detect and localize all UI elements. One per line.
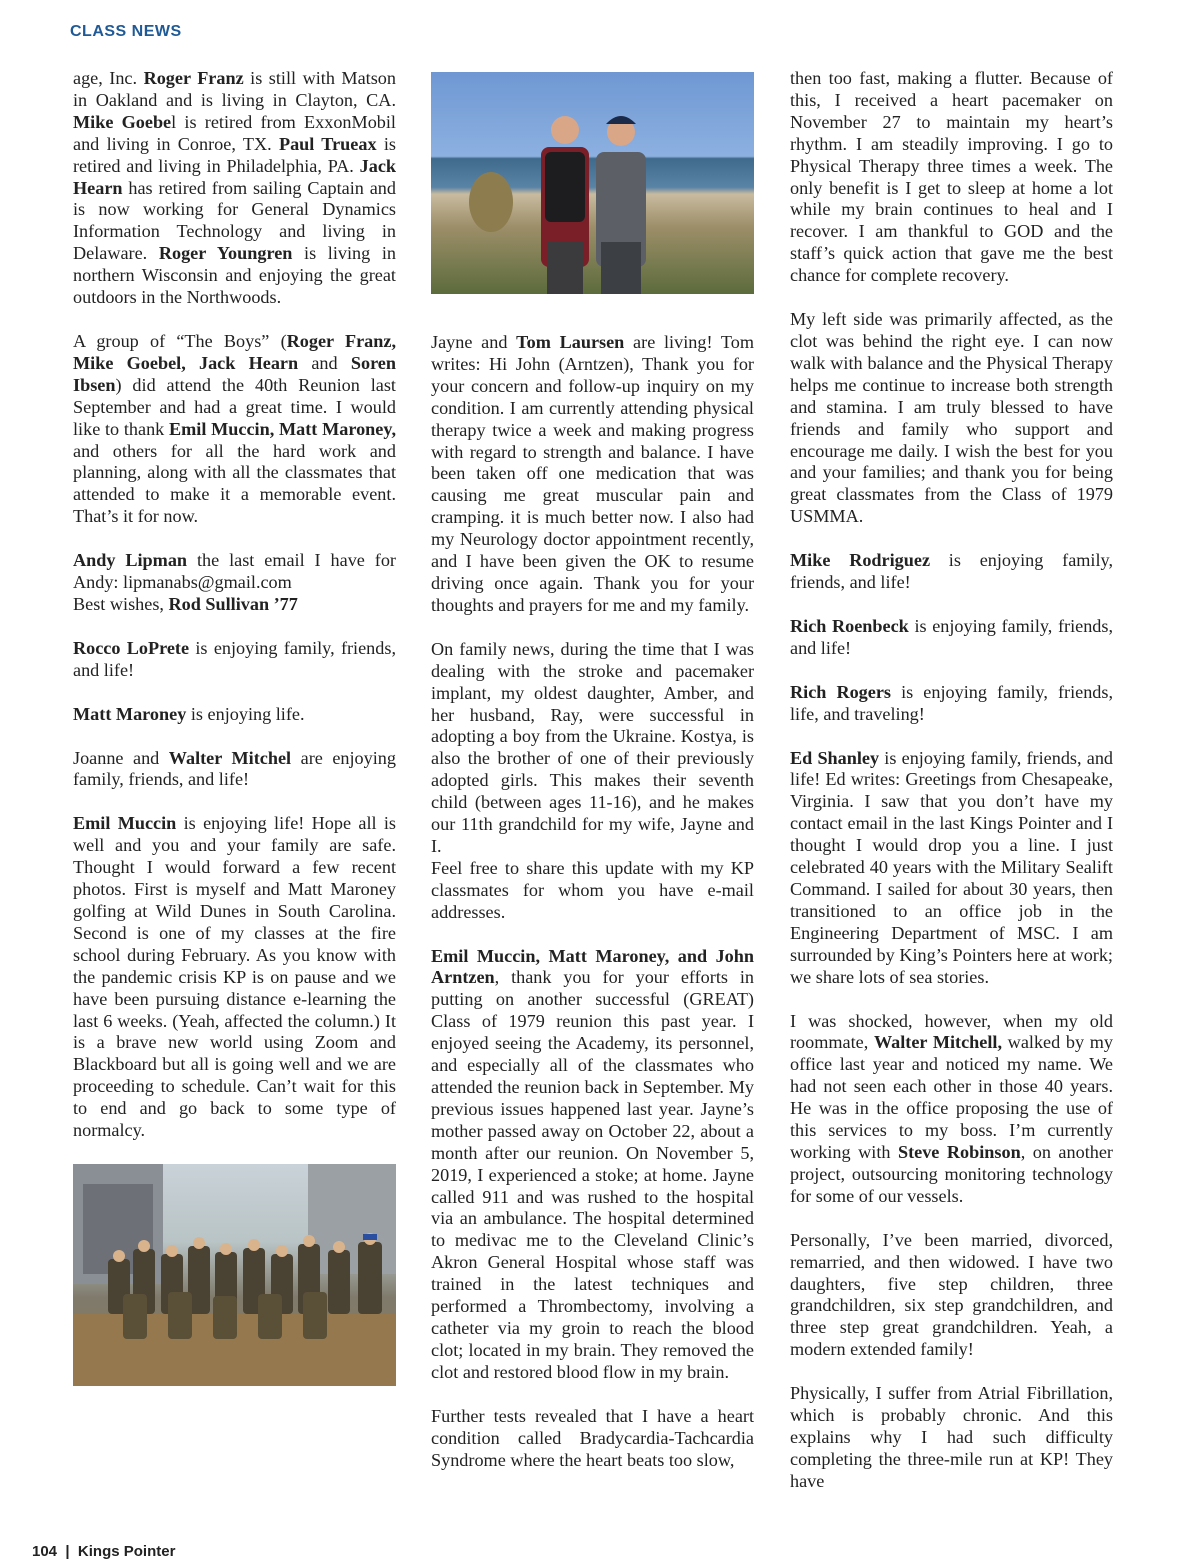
footer-separator: |	[65, 1543, 70, 1560]
paragraph: I was shocked, however, when my old roommate, Walter Mitchell, walked by my office last year and noticed my name. We had not seen each other in those 40 years. He was in the office proposing the use of this services to my boss. I’m currently working with Steve Robinson, on another project, outsourcing monitoring technology for some of our vessels.	[790, 1010, 1113, 1206]
paragraph: Andy Lipman the last email I have for Andy: lipmanabs@gmail.com Best wishes, Rod Sullivan ’77	[73, 550, 396, 614]
paragraph: Mike Rodriguez is enjoying family, friends, and life!	[790, 550, 1113, 593]
paragraph: Jayne and Tom Laursen are living! Tom writes: Hi John (Arntzen), Thank you for your concern and follow-up inquiry on my condition. I am currently attending physical therapy twice a week and making progress with regard to strength and balance. I have been taken off one medication that was causing me great muscular pain and cramping. it is much better now. I also had my Neurology doctor appointment recently, and I have been given the OK to resume driving once again. Thank you for your thoughts and prayers for me and my family.	[431, 332, 755, 615]
column-2	[431, 68, 754, 1493]
section-header: CLASS NEWS	[70, 23, 182, 40]
column-1	[73, 68, 396, 1386]
paragraph: Matt Maroney is enjoying life.	[73, 703, 305, 724]
publication-name: Kings Pointer	[77, 1543, 176, 1560]
two-men-illustration	[431, 72, 754, 294]
page-footer	[32, 1543, 175, 1560]
paragraph: then too fast, making a flutter. Because of this, I received a heart pacemaker on November 27 to maintain my heart’s rhythm. I am steadily improving. I go to Physical Therapy three times a week. The only benefit is I get to sleep at home a lot while my brain continues to heal and I recover. I am thankful to GOD and the staff’s quick action that gave me the best chance for complete recovery.	[790, 68, 1113, 286]
paragraph: On family news, during the time that I was dealing with the stroke and pacemaker implant, my oldest daughter, Amber, and her husband, Ray, were successful in adopting a boy from the Ukraine. Kostya, is also the brother of one of their previously adopted girls. This makes their seventh child (between ages 11-16), and he makes our 11th grandchild for my wife, Jayne and I. Feel free to share this update with my KP classmates for whom you have e-mail addresses.	[431, 638, 754, 922]
column-3	[790, 68, 1113, 1515]
page-number: 104	[32, 1543, 58, 1560]
paragraph: A group of “The Boys” (Roger Franz, Mike Goebel, Jack Hearn and Soren Ibsen) did attend the 40th Reunion last September and had a great time. I would like to thank Emil Muccin, Matt Maroney, and others for all the hard work and planning, along with all the classmates that attended to make it a memorable event. That’s it for now.	[73, 330, 396, 527]
paragraph: Rocco LoPrete is enjoying family, friends, and life!	[73, 637, 396, 680]
paragraph: Ed Shanley is enjoying family, friends, and life! Ed writes: Greetings from Chesapeake, Virginia. I saw that you don’t have my contact email in the last Kings Pointer and I thought I would drop you a line. I just celebrated 40 years with the Military Sealift Command. I sailed for about 30 years, then transitioned to an office job in the Engineering Department of MSC. I am surrounded by King’s Pointers here at work; we share lots of sea stories.	[790, 747, 1114, 987]
firefighters-illustration	[73, 1164, 396, 1386]
paragraph: Further tests revealed that I have a heart condition called Bradycardia-Tachcardia Syndrome where the heart beats too slow,	[431, 1405, 754, 1470]
paragraph: Rich Roenbeck is enjoying family, friends, and life!	[790, 615, 1114, 658]
beach-photo	[431, 72, 754, 294]
paragraph: Emil Muccin is enjoying life! Hope all is well and you and your family are safe. Thought I would forward a few recent photos. First is myself and Matt Maroney golfing at Wild Dunes in South Carolina. Second is one of my classes at the fire school during February. As you know with the pandemic crisis KP is on pause and we have been pursuing distance e-learning the last 6 weeks. (Yeah, affected the column.) It is a brave new world using Zoom and Blackboard but all is going well and we are proceeding to schedule. Can’t wait for this to end and go back to some type of normalcy.	[73, 813, 397, 1141]
paragraph: Personally, I’ve been married, divorced, remarried, and then widowed. I have two daughters, five step children, three grandchildren, six step grandchildren, and three step great grandchildren. Yeah, a modern extended family!	[790, 1229, 1113, 1360]
paragraph: age, Inc. Roger Franz is still with Matson in Oakland and is living in Clayton, CA. Mike Goebel is retired from ExxonMobil and living in Conroe, TX. Paul Trueax is retired and living in Philadelphia, PA. Jack Hearn has retired from sailing Captain and is now working for General Dynamics Information Technology and living in Delaware. Roger Youngren is living in northern Wisconsin and enjoying the great outdoors in the Northwoods.	[73, 68, 396, 308]
paragraph: Joanne and Walter Mitchel are enjoying family, friends, and life!	[73, 747, 396, 790]
paragraph: Physically, I suffer from Atrial Fibrillation, which is probably chronic. And this explains why I had such difficulty completing the three-mile run at KP! They have	[790, 1383, 1113, 1491]
paragraph: Emil Muccin, Matt Maroney, and John Arntzen, thank you for your efforts in putting on another successful (GREAT) Class of 1979 reunion this past year. I enjoyed seeing the Academy, its personnel, and especially all of the classmates who attended the reunion back in September. My previous issues happened last year. Jayne’s mother passed away on October 22, about a month after our reunion. On November 5, 2019, I experienced a stoke; at home. Jayne called 911 and was rushed to the hospital via an ambulance. The hospital determined to medivac me to the Cleveland Clinic’s Akron General Hospital whose staff was trained in the latest techniques and performed a Thrombectomy, involving a catheter via my groin to reach the blood clot; located in my brain. They removed the clot and restored blood flow in my brain.	[431, 945, 754, 1382]
paragraph: Rich Rogers is enjoying family, friends, life, and traveling!	[790, 681, 1114, 724]
firefighters-photo	[73, 1164, 396, 1386]
paragraph: My left side was primarily affected, as the clot was behind the right eye. I can now walk with balance and the Physical Therapy helps me continue to increase both strength and stamina. I am truly blessed to have friends and family who support and encourage me daily. I wish the best for you and your families; and thank you for being great classmates from the Class of 1979 USMMA.	[790, 309, 1113, 527]
